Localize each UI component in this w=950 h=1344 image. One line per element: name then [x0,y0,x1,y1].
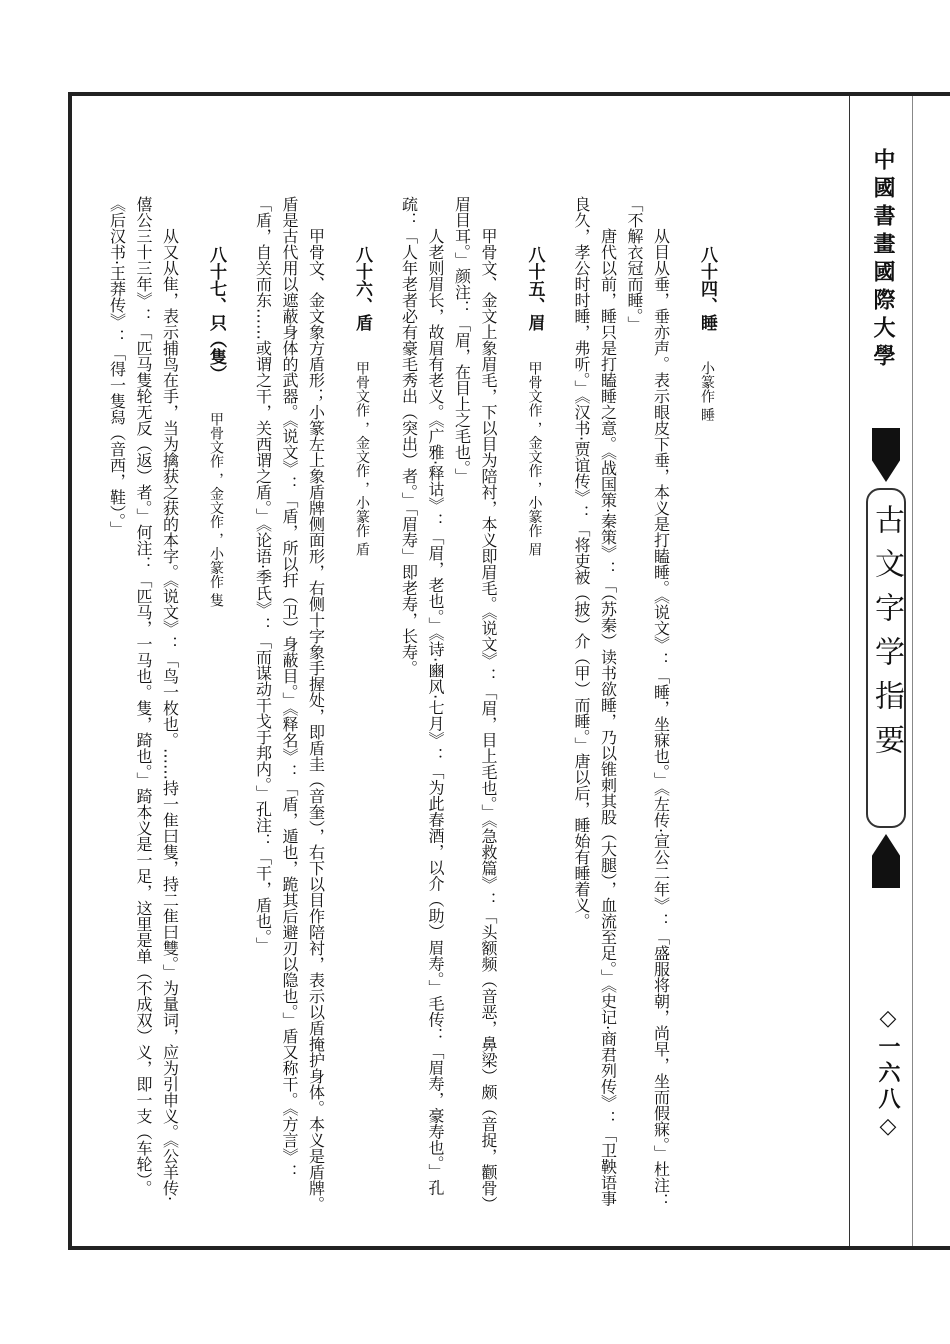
entry-heading [521,246,548,1216]
margin-divider-outer [912,96,913,1246]
paragraph: 人老则眉长，故眉有老义。《广雅·释诂》：「眉，老也。」《诗·豳风·七月》：「为此春酒，以介（助）眉寿。」毛传：「眉寿，豪寿也。」孔疏：「人年老者必有豪毛秀出（突出）者。」「眉寿」即老寿，长寿。 [399,196,445,1196]
paragraph: 甲骨文、金文上象眉毛，下以目为陪衬，本义即眉毛。《说文》：「眉，目上毛也。」《急救篇》：「头额频（音恶，鼻梁）颇（音捉，颧骨）眉目耳。」颜注：「眉，在目上之毛也。」 [452,196,498,1212]
glyph-forms: 甲骨文作 ，金文作 ，小篆作 眉 [526,361,543,557]
title-ornament-bottom [872,834,900,888]
glyph-forms: 甲骨文作 ，金文作 ，小篆作 盾 [354,361,370,557]
heading-text: 八十四、睡 [697,246,717,331]
entry-heading [694,246,721,1216]
paragraph: 甲骨文、金文象方盾形；小篆左上象盾牌侧面形，右侧十字象手握处，即盾圭（音奎），右下以目作陪衬，表示以盾掩护身体。本义是盾牌。盾是古代用以遮蔽身体的武器。《说文》：「盾，所以扞（卫）身蔽目。」《释名》：「盾，遁也，跪其后避刃以隐也。」盾又称干。《方言》：「盾，自关而东……或谓之干，关西谓之盾。」《论语·季氏》：「而谋动干戈于邦内。」孔注：「干，盾也。」 [253,196,326,1212]
entry-heading [203,246,230,1216]
page-number: ◇一六八◇ [875,1005,901,1143]
main-text [107,196,740,1216]
paragraph: 从又从隹，表示捕鸟在手，当为擒获之获的本字。《说文》：「鸟一枚也。……持一隹曰隻，持二隹曰雙。」为量词，应为引申义。《公羊传·僖公三十三年》：「匹马隻轮无反（返）者。」何注：「匹马，一马也。隻，踦也。」踦本义是一足，这里是单（不成双）义，即一支（车轮）。《后汉书·王莽传》：「得一隻舄（音西，鞋）。」 [107,196,180,1202]
margin-divider [849,96,850,1246]
book-title: 古文字学指要 [869,504,904,768]
paragraph: 唐代以前，睡只是打瞌睡之意。《战国策·秦策》：「（苏秦）读书欲睡，乃以锥刺其股（大腿），血流至足。」《史记·商君列传》：「卫鞅语事良久，孝公时时睡，弗听。」《汉书·贾谊传》：「将吏被（披）介（甲）而睡。」唐以后，睡始有睡着义。 [572,196,618,1207]
book-title-box [860,428,912,888]
heading-text: 八十六、盾 [352,246,372,331]
entry-heading [349,246,376,1216]
series-title: 中國書畫國際大學 [870,148,895,372]
title-ornament-top [872,428,900,482]
heading-text: 八十五、眉 [524,246,545,331]
glyph-forms: 甲骨文作 ，金文作 ，小篆作 隻 [208,412,224,608]
paragraph: 从目从垂，垂亦声。表示眼皮下垂，本义是打瞌睡。《说文》：「睡，坐寐也。」《左传·宣公二年》：「盛服将朝，尚早，坐而假寐。」杜注：「不解衣冠而睡。」 [625,196,671,1210]
glyph-forms: 小篆作 睡 [699,361,715,422]
heading-text: 八十七、只（隻） [206,246,226,382]
